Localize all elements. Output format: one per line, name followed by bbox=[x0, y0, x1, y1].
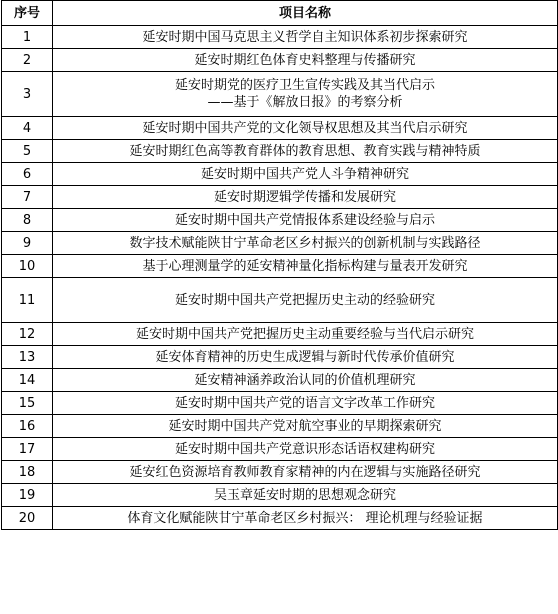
project-name: 延安时期中国马克思主义哲学自主知识体系初步探索研究 bbox=[53, 26, 558, 49]
header-serial-number: 序号 bbox=[2, 1, 53, 26]
table-row bbox=[2, 346, 558, 369]
project-name: 延安体育精神的历史生成逻辑与新时代传承价值研究 bbox=[53, 346, 558, 369]
table-row bbox=[2, 278, 558, 323]
row-number: 11 bbox=[2, 278, 53, 323]
table-row bbox=[2, 26, 558, 49]
project-name: 延安时期中国共产党的语言文字改革工作研究 bbox=[53, 392, 558, 415]
row-number: 18 bbox=[2, 461, 53, 484]
table-row bbox=[2, 209, 558, 232]
row-number: 7 bbox=[2, 186, 53, 209]
project-name: 吴玉章延安时期的思想观念研究 bbox=[53, 484, 558, 507]
row-number: 8 bbox=[2, 209, 53, 232]
table-row bbox=[2, 484, 558, 507]
project-name-line-1: 延安时期党的医疗卫生宣传实践及其当代启示 bbox=[174, 78, 435, 93]
row-number: 19 bbox=[2, 484, 53, 507]
table-row bbox=[2, 117, 558, 140]
project-name: 延安时期中国共产党意识形态话语权建构研究 bbox=[53, 438, 558, 461]
project-name: 基于心理测量学的延安精神量化指标构建与量表开发研究 bbox=[53, 255, 558, 278]
project-name: 延安精神涵养政治认同的价值机理研究 bbox=[53, 369, 558, 392]
table-row bbox=[2, 507, 558, 530]
project-name bbox=[53, 72, 558, 117]
row-number: 12 bbox=[2, 323, 53, 346]
table-row bbox=[2, 323, 558, 346]
table-row bbox=[2, 163, 558, 186]
table-row bbox=[2, 461, 558, 484]
row-number: 14 bbox=[2, 369, 53, 392]
table-row bbox=[2, 232, 558, 255]
project-name: 延安时期中国共产党把握历史主动的经验研究 bbox=[53, 278, 558, 323]
table-row bbox=[2, 255, 558, 278]
row-number: 13 bbox=[2, 346, 53, 369]
project-name: 体育文化赋能陕甘宁革命老区乡村振兴： 理论机理与经验证据 bbox=[53, 507, 558, 530]
row-number: 10 bbox=[2, 255, 53, 278]
project-name: 数字技术赋能陕甘宁革命老区乡村振兴的创新机制与实践路径 bbox=[53, 232, 558, 255]
row-number: 20 bbox=[2, 507, 53, 530]
row-number: 5 bbox=[2, 140, 53, 163]
project-name-line-2: ——基于《解放日报》的考察分析 bbox=[207, 95, 403, 110]
table-header-row bbox=[2, 1, 558, 26]
table-row bbox=[2, 369, 558, 392]
project-name: 延安时期红色高等教育群体的教育思想、教育实践与精神特质 bbox=[53, 140, 558, 163]
table-row bbox=[2, 49, 558, 72]
table-row bbox=[2, 392, 558, 415]
table-row bbox=[2, 140, 558, 163]
table-row bbox=[2, 186, 558, 209]
project-name: 延安时期逻辑学传播和发展研究 bbox=[53, 186, 558, 209]
table-row bbox=[2, 72, 558, 117]
project-name: 延安时期中国共产党人斗争精神研究 bbox=[53, 163, 558, 186]
row-number: 15 bbox=[2, 392, 53, 415]
table-row bbox=[2, 438, 558, 461]
project-table bbox=[1, 0, 558, 530]
row-number: 6 bbox=[2, 163, 53, 186]
project-name: 延安时期中国共产党情报体系建设经验与启示 bbox=[53, 209, 558, 232]
table-row bbox=[2, 415, 558, 438]
row-number: 3 bbox=[2, 72, 53, 117]
project-name: 延安时期中国共产党把握历史主动重要经验与当代启示研究 bbox=[53, 323, 558, 346]
row-number: 2 bbox=[2, 49, 53, 72]
row-number: 1 bbox=[2, 26, 53, 49]
project-name: 延安时期中国共产党对航空事业的早期探索研究 bbox=[53, 415, 558, 438]
row-number: 16 bbox=[2, 415, 53, 438]
header-project-name: 项目名称 bbox=[53, 1, 558, 26]
project-name: 延安红色资源培育教师教育家精神的内在逻辑与实施路径研究 bbox=[53, 461, 558, 484]
row-number: 4 bbox=[2, 117, 53, 140]
project-name: 延安时期中国共产党的文化领导权思想及其当代启示研究 bbox=[53, 117, 558, 140]
row-number: 17 bbox=[2, 438, 53, 461]
row-number: 9 bbox=[2, 232, 53, 255]
project-name: 延安时期红色体育史料整理与传播研究 bbox=[53, 49, 558, 72]
